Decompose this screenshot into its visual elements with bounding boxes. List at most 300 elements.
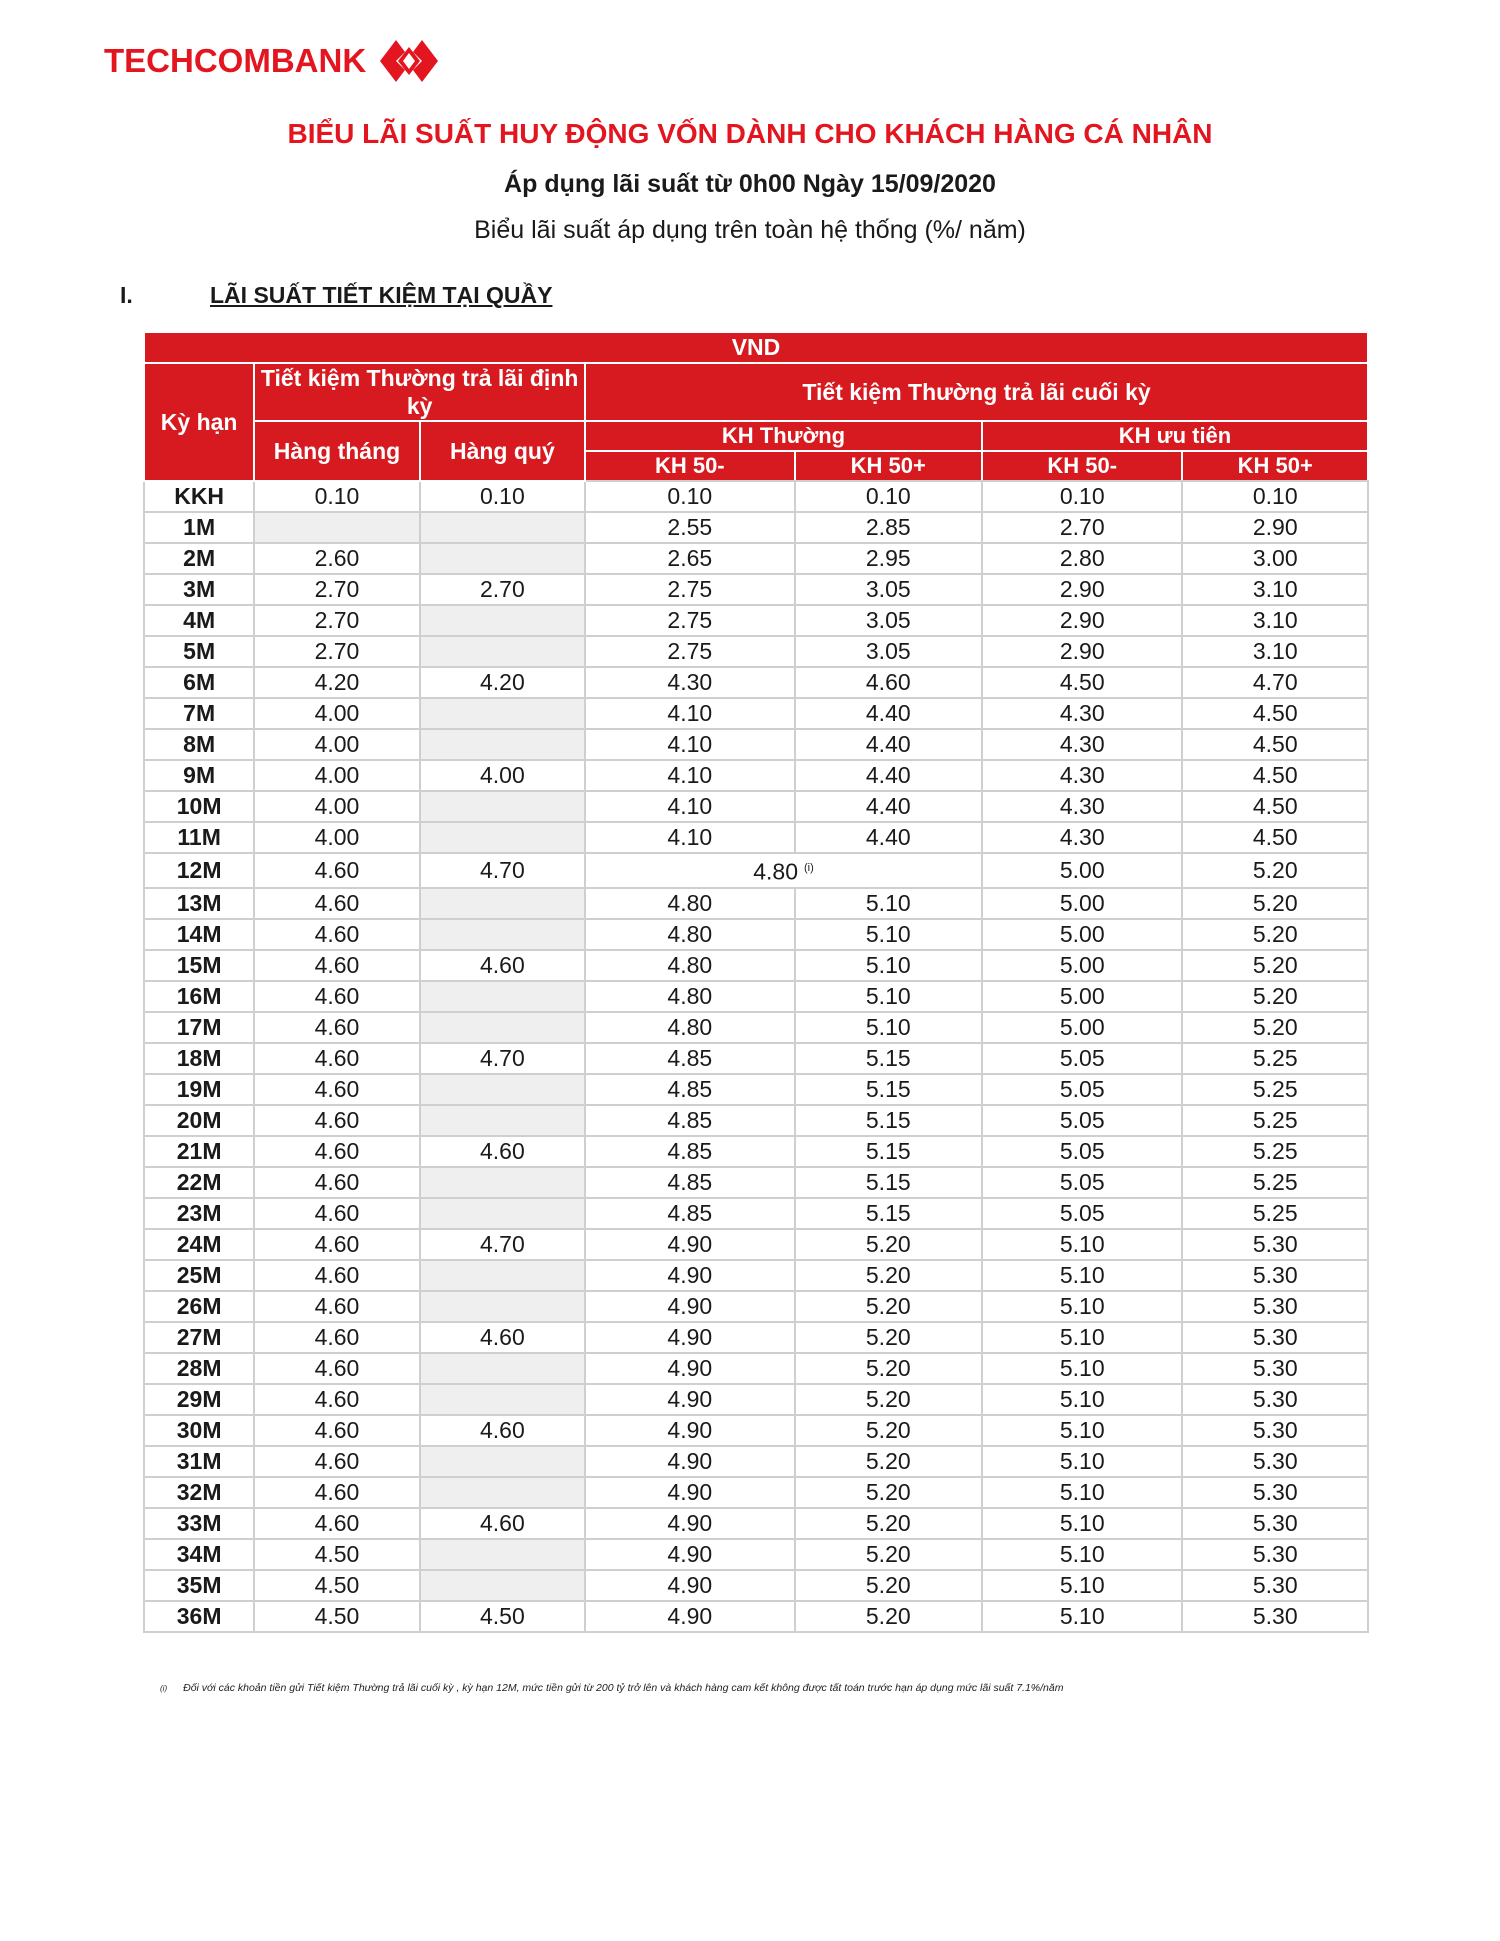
rate-cell: 4.10 [585, 760, 795, 791]
rate-cell: 4.30 [585, 667, 795, 698]
diamond-logo-icon [376, 32, 442, 90]
rate-cell: 2.90 [982, 636, 1182, 667]
table-row [144, 636, 1368, 667]
rate-cell: 2.70 [254, 636, 419, 667]
rate-cell: 4.85 [585, 1198, 795, 1229]
rate-cell: 4.60 [254, 888, 419, 919]
table-row [144, 1074, 1368, 1105]
rate-cell [420, 1384, 585, 1415]
rate-cell: 4.90 [585, 1601, 795, 1632]
rate-cell: 4.90 [585, 1291, 795, 1322]
rate-cell: 5.10 [795, 888, 982, 919]
rate-cell: 4.20 [254, 667, 419, 698]
rate-cell: 4.60 [254, 1229, 419, 1260]
rate-cell: 5.30 [1182, 1322, 1368, 1353]
rate-cell: 5.00 [982, 1012, 1182, 1043]
rate-cell: 2.95 [795, 543, 982, 574]
term-cell: 30M [144, 1415, 254, 1446]
rate-cell: 5.25 [1182, 1198, 1368, 1229]
rate-cell: 2.90 [1182, 512, 1368, 543]
rate-cell: 5.25 [1182, 1074, 1368, 1105]
rate-cell: 4.60 [254, 853, 419, 888]
rate-cell [420, 1477, 585, 1508]
rate-cell: 5.05 [982, 1074, 1182, 1105]
rate-cell: 4.50 [254, 1539, 419, 1570]
rate-cell: 5.00 [982, 981, 1182, 1012]
rate-cell: 4.80 [585, 981, 795, 1012]
rate-cell: 4.60 [254, 1198, 419, 1229]
rate-cell [420, 1570, 585, 1601]
rate-cell: 4.90 [585, 1570, 795, 1601]
rate-cell: 5.30 [1182, 1229, 1368, 1260]
term-cell: 34M [144, 1539, 254, 1570]
table-row [144, 1415, 1368, 1446]
rate-cell: 5.10 [982, 1260, 1182, 1291]
table-row [144, 791, 1368, 822]
section-number: I. [120, 282, 133, 308]
rate-cell: 4.80 [585, 950, 795, 981]
term-cell: 7M [144, 698, 254, 729]
term-cell: 16M [144, 981, 254, 1012]
rate-cell: 5.20 [1182, 919, 1368, 950]
rate-cell [420, 1012, 585, 1043]
rate-cell: 2.70 [982, 512, 1182, 543]
rate-cell: 5.30 [1182, 1384, 1368, 1415]
rate-cell: 4.50 [1182, 822, 1368, 853]
rate-cell: 5.15 [795, 1105, 982, 1136]
rate-cell: 4.60 [420, 1415, 585, 1446]
table-row [144, 1539, 1368, 1570]
rate-cell: 5.10 [982, 1415, 1182, 1446]
table-row [144, 1012, 1368, 1043]
table-row [144, 1508, 1368, 1539]
term-cell: 22M [144, 1167, 254, 1198]
rate-cell: 4.60 [420, 1322, 585, 1353]
term-cell: KKH [144, 481, 254, 512]
rate-cell: 4.90 [585, 1229, 795, 1260]
rate-cell: 5.15 [795, 1167, 982, 1198]
rate-cell: 3.05 [795, 574, 982, 605]
term-cell: 4M [144, 605, 254, 636]
term-cell: 14M [144, 919, 254, 950]
rate-cell: 5.25 [1182, 1136, 1368, 1167]
rate-cell: 5.15 [795, 1043, 982, 1074]
rate-cell: 0.10 [1182, 481, 1368, 512]
term-cell: 1M [144, 512, 254, 543]
rate-cell: 4.50 [1182, 791, 1368, 822]
term-cell: 9M [144, 760, 254, 791]
rate-cell: 3.05 [795, 605, 982, 636]
rate-cell: 4.60 [254, 1291, 419, 1322]
rate-cell: 5.25 [1182, 1105, 1368, 1136]
rate-cell: 5.15 [795, 1198, 982, 1229]
term-cell: 17M [144, 1012, 254, 1043]
term-cell: 21M [144, 1136, 254, 1167]
rate-cell: 2.70 [420, 574, 585, 605]
rate-cell: 5.20 [795, 1260, 982, 1291]
rate-cell: 4.10 [585, 791, 795, 822]
rate-cell: 5.30 [1182, 1539, 1368, 1570]
rate-cell: 4.60 [420, 1508, 585, 1539]
rate-cell: 5.10 [982, 1291, 1182, 1322]
rate-cell: 0.10 [585, 481, 795, 512]
rate-cell [420, 1105, 585, 1136]
rate-cell: 4.30 [982, 822, 1182, 853]
rate-cell [420, 888, 585, 919]
rate-cell [420, 919, 585, 950]
rate-cell: 4.50 [1182, 729, 1368, 760]
table-row [144, 1291, 1368, 1322]
table-row [144, 698, 1368, 729]
rate-cell: 4.60 [254, 919, 419, 950]
priority-over50-header: KH 50+ [1182, 451, 1368, 481]
term-cell: 27M [144, 1322, 254, 1353]
rate-cell: 5.05 [982, 1167, 1182, 1198]
rate-cell: 5.20 [795, 1601, 982, 1632]
rate-cell: 2.60 [254, 543, 419, 574]
rate-cell: 0.10 [982, 481, 1182, 512]
rate-cell: 4.10 [585, 729, 795, 760]
rate-cell: 4.60 [254, 1508, 419, 1539]
rate-cell: 4.20 [420, 667, 585, 698]
rate-cell: 5.30 [1182, 1415, 1368, 1446]
rate-cell: 4.40 [795, 791, 982, 822]
rate-cell: 5.30 [1182, 1260, 1368, 1291]
rate-cell: 5.00 [982, 853, 1182, 888]
rate-cell: 2.55 [585, 512, 795, 543]
term-cell: 2M [144, 543, 254, 574]
rate-cell [420, 543, 585, 574]
rate-cell: 3.10 [1182, 636, 1368, 667]
rate-cell: 4.90 [585, 1322, 795, 1353]
rate-cell: 4.90 [585, 1353, 795, 1384]
regular-under50-header: KH 50- [585, 451, 795, 481]
rate-cell: 4.80 $^{(i)}$ [585, 853, 982, 888]
table-row [144, 1446, 1368, 1477]
rate-cell: 5.05 [982, 1043, 1182, 1074]
rate-cell: 4.60 [254, 1446, 419, 1477]
rate-cell: 5.20 [1182, 981, 1368, 1012]
rate-cell [420, 729, 585, 760]
rate-cell: 4.60 [254, 950, 419, 981]
term-cell: 26M [144, 1291, 254, 1322]
effective-date: Áp dụng lãi suất từ 0h00 Ngày 15/09/2020 [504, 170, 996, 198]
rate-cell: 3.10 [1182, 605, 1368, 636]
monthly-header: Hàng tháng [254, 421, 419, 481]
table-row [144, 1260, 1368, 1291]
table-row [144, 822, 1368, 853]
rate-cell: 4.40 [795, 822, 982, 853]
rate-cell [420, 1291, 585, 1322]
rate-cell: 0.10 [254, 481, 419, 512]
rate-cell: 3.00 [1182, 543, 1368, 574]
scope-note: Biểu lãi suất áp dụng trên toàn hệ thống (%/ năm) [474, 216, 1026, 244]
rate-cell: 5.30 [1182, 1446, 1368, 1477]
table-row [144, 1477, 1368, 1508]
rate-cell: 4.90 [585, 1260, 795, 1291]
term-cell: 19M [144, 1074, 254, 1105]
rate-cell [420, 1198, 585, 1229]
rate-cell: 2.85 [795, 512, 982, 543]
rate-cell: 5.30 [1182, 1291, 1368, 1322]
rate-cell: 2.70 [254, 605, 419, 636]
footnote [160, 1682, 1063, 1694]
rate-cell [420, 1167, 585, 1198]
regular-customer-header: KH Thường [585, 421, 982, 451]
rate-cell: 4.60 [420, 950, 585, 981]
term-cell: 3M [144, 574, 254, 605]
rate-cell: 5.10 [795, 950, 982, 981]
rate-cell: 4.80 [585, 919, 795, 950]
table-row [144, 888, 1368, 919]
rate-cell [420, 1353, 585, 1384]
rate-cell: 5.10 [982, 1508, 1182, 1539]
rate-cell: 5.20 [795, 1322, 982, 1353]
rate-cell: 4.60 [254, 1384, 419, 1415]
techcombank-logo [104, 32, 442, 90]
term-cell: 12M [144, 853, 254, 888]
rate-cell: 5.20 [1182, 888, 1368, 919]
rate-cell: 4.70 [420, 853, 585, 888]
table-row [144, 1353, 1368, 1384]
footnote-reference: (i) [804, 862, 814, 874]
rate-cell: 4.60 [254, 1167, 419, 1198]
rate-cell [254, 512, 419, 543]
rate-cell: 5.10 [982, 1229, 1182, 1260]
rate-cell: 4.40 [795, 698, 982, 729]
rate-cell [420, 791, 585, 822]
rate-cell: 5.10 [795, 1012, 982, 1043]
rate-cell: 5.10 [982, 1601, 1182, 1632]
rate-cell: 2.75 [585, 605, 795, 636]
rate-cell: 4.85 [585, 1043, 795, 1074]
term-cell: 24M [144, 1229, 254, 1260]
table-row [144, 543, 1368, 574]
rate-cell: 5.20 [1182, 950, 1368, 981]
section-heading [120, 282, 552, 309]
rate-cell: 4.60 [254, 1105, 419, 1136]
rate-cell: 4.60 [254, 1136, 419, 1167]
periodic-interest-header: Tiết kiệm Thường trả lãi định kỳ [254, 363, 585, 421]
table-row [144, 1043, 1368, 1074]
rate-cell: 4.60 [795, 667, 982, 698]
rate-cell: 5.30 [1182, 1601, 1368, 1632]
rate-cell: 4.60 [254, 1415, 419, 1446]
term-cell: 15M [144, 950, 254, 981]
rate-cell: 4.30 [982, 729, 1182, 760]
rate-cell: 4.40 [795, 760, 982, 791]
table-row [144, 481, 1368, 512]
term-cell: 25M [144, 1260, 254, 1291]
rate-cell: 4.60 [254, 1322, 419, 1353]
rate-cell: 4.30 [982, 791, 1182, 822]
rate-cell: 5.30 [1182, 1353, 1368, 1384]
table-row [144, 1167, 1368, 1198]
table-row [144, 512, 1368, 543]
rate-cell: 5.20 [795, 1291, 982, 1322]
rate-cell: 5.30 [1182, 1508, 1368, 1539]
priority-under50-header: KH 50- [982, 451, 1182, 481]
term-cell: 13M [144, 888, 254, 919]
rate-cell: 4.70 [420, 1229, 585, 1260]
table-row [144, 1601, 1368, 1632]
rate-cell: 4.80 [585, 888, 795, 919]
section-label: LÃI SUẤT TIẾT KIỆM TẠI QUẦY [210, 282, 553, 308]
rate-cell: 4.60 [254, 981, 419, 1012]
rate-cell: 4.30 [982, 760, 1182, 791]
rate-cell: 2.75 [585, 574, 795, 605]
rate-cell: 5.00 [982, 919, 1182, 950]
rate-cell: 2.80 [982, 543, 1182, 574]
rate-cell: 4.60 [254, 1074, 419, 1105]
term-cell: 32M [144, 1477, 254, 1508]
table-row [144, 1384, 1368, 1415]
rate-cell: 5.20 [795, 1229, 982, 1260]
rate-cell: 4.00 [420, 760, 585, 791]
table-row [144, 667, 1368, 698]
rate-cell: 5.20 [795, 1508, 982, 1539]
rate-cell: 0.10 [420, 481, 585, 512]
rate-cell: 4.50 [982, 667, 1182, 698]
rate-cell [420, 698, 585, 729]
rate-cell [420, 512, 585, 543]
rate-cell [420, 1539, 585, 1570]
term-cell: 23M [144, 1198, 254, 1229]
rate-cell: 4.60 [254, 1043, 419, 1074]
term-cell: 5M [144, 636, 254, 667]
term-cell: 36M [144, 1601, 254, 1632]
rate-cell: 4.90 [585, 1384, 795, 1415]
rate-cell: 5.20 [1182, 1012, 1368, 1043]
rate-cell: 4.50 [254, 1570, 419, 1601]
priority-customer-header: KH ưu tiên [982, 421, 1368, 451]
rate-cell: 4.50 [420, 1601, 585, 1632]
rate-cell [420, 605, 585, 636]
rate-cell: 2.75 [585, 636, 795, 667]
rate-cell: 5.00 [982, 950, 1182, 981]
rate-cell: 5.10 [982, 1384, 1182, 1415]
rate-cell: 4.90 [585, 1477, 795, 1508]
rate-cell: 2.90 [982, 605, 1182, 636]
rate-cell: 5.20 [795, 1415, 982, 1446]
term-cell: 31M [144, 1446, 254, 1477]
rate-cell: 5.20 [795, 1353, 982, 1384]
rate-cell: 5.25 [1182, 1043, 1368, 1074]
interest-rate-table [143, 331, 1369, 1633]
rate-cell: 4.90 [585, 1415, 795, 1446]
rate-cell: 3.05 [795, 636, 982, 667]
table-row [144, 981, 1368, 1012]
logo-text: TECHCOMBANK [104, 42, 367, 79]
table-row [144, 950, 1368, 981]
term-header: Kỳ hạn [144, 363, 254, 481]
rate-cell: 5.15 [795, 1136, 982, 1167]
rate-cell: 4.90 [585, 1446, 795, 1477]
rate-cell: 4.60 [420, 1136, 585, 1167]
rate-cell: 4.60 [254, 1353, 419, 1384]
rate-cell: 4.00 [254, 729, 419, 760]
table-row [144, 605, 1368, 636]
regular-over50-header: KH 50+ [795, 451, 982, 481]
rate-cell: 4.50 [254, 1601, 419, 1632]
term-cell: 33M [144, 1508, 254, 1539]
rate-cell: 2.65 [585, 543, 795, 574]
rate-cell: 2.70 [254, 574, 419, 605]
table-row [144, 853, 1368, 888]
rate-cell: 4.70 [420, 1043, 585, 1074]
footnote-mark: (i) [160, 1684, 168, 1693]
rate-cell: 4.00 [254, 760, 419, 791]
table-row [144, 1570, 1368, 1601]
rate-cell: 4.30 [982, 698, 1182, 729]
term-cell: 18M [144, 1043, 254, 1074]
rate-table-body [144, 481, 1368, 1632]
rate-cell: 5.10 [982, 1446, 1182, 1477]
rate-cell: 4.50 [1182, 698, 1368, 729]
rate-cell: 5.20 [795, 1539, 982, 1570]
rate-cell: 4.85 [585, 1167, 795, 1198]
term-cell: 6M [144, 667, 254, 698]
rate-cell: 5.10 [795, 919, 982, 950]
term-cell: 28M [144, 1353, 254, 1384]
rate-cell: 5.10 [982, 1539, 1182, 1570]
rate-cell: 4.85 [585, 1074, 795, 1105]
table-row [144, 1198, 1368, 1229]
rate-cell: 4.10 [585, 698, 795, 729]
rate-cell [420, 981, 585, 1012]
rate-cell: 5.20 [795, 1384, 982, 1415]
table-row [144, 1322, 1368, 1353]
table-row [144, 1105, 1368, 1136]
rate-cell: 5.10 [982, 1322, 1182, 1353]
rate-cell: 4.40 [795, 729, 982, 760]
currency-header: VND [144, 332, 1368, 363]
table-row [144, 574, 1368, 605]
quarterly-header: Hàng quý [420, 421, 585, 481]
term-cell: 10M [144, 791, 254, 822]
rate-cell: 5.30 [1182, 1570, 1368, 1601]
rate-cell [420, 1446, 585, 1477]
rate-cell [420, 636, 585, 667]
rate-cell: 4.00 [254, 822, 419, 853]
rate-cell: 4.90 [585, 1539, 795, 1570]
rate-cell: 5.20 [795, 1570, 982, 1601]
table-row [144, 1136, 1368, 1167]
footnote-text: Đối với các khoản tiền gửi Tiết kiệm Thường trả lãi cuối kỳ , kỳ hạn 12M, mức tiền gửi từ 200 tỷ trở lên và khách hàng cam kết không được tất toán trước hạn áp dụng mức lãi suất 7.1%/năm [183, 1682, 1064, 1694]
rate-cell: 4.80 [585, 1012, 795, 1043]
rate-cell: 0.10 [795, 481, 982, 512]
rate-cell: 5.10 [795, 981, 982, 1012]
page-title: BIỂU LÃI SUẤT HUY ĐỘNG VỐN DÀNH CHO KHÁCH HÀNG CÁ NHÂN [287, 118, 1213, 149]
rate-cell: 5.10 [982, 1477, 1182, 1508]
table-row [144, 1229, 1368, 1260]
rate-cell [420, 822, 585, 853]
rate-cell: 5.15 [795, 1074, 982, 1105]
rate-cell: 4.10 [585, 822, 795, 853]
rate-cell: 4.60 [254, 1477, 419, 1508]
rate-cell: 4.00 [254, 791, 419, 822]
rate-cell: 5.05 [982, 1198, 1182, 1229]
rate-cell: 5.10 [982, 1353, 1182, 1384]
rate-cell: 5.20 [795, 1446, 982, 1477]
rate-cell: 5.05 [982, 1136, 1182, 1167]
table-row [144, 729, 1368, 760]
rate-cell: 3.10 [1182, 574, 1368, 605]
rate-cell: 5.00 [982, 888, 1182, 919]
rate-cell: 4.60 [254, 1260, 419, 1291]
rate-cell: 4.85 [585, 1136, 795, 1167]
rate-cell: 5.20 [795, 1477, 982, 1508]
